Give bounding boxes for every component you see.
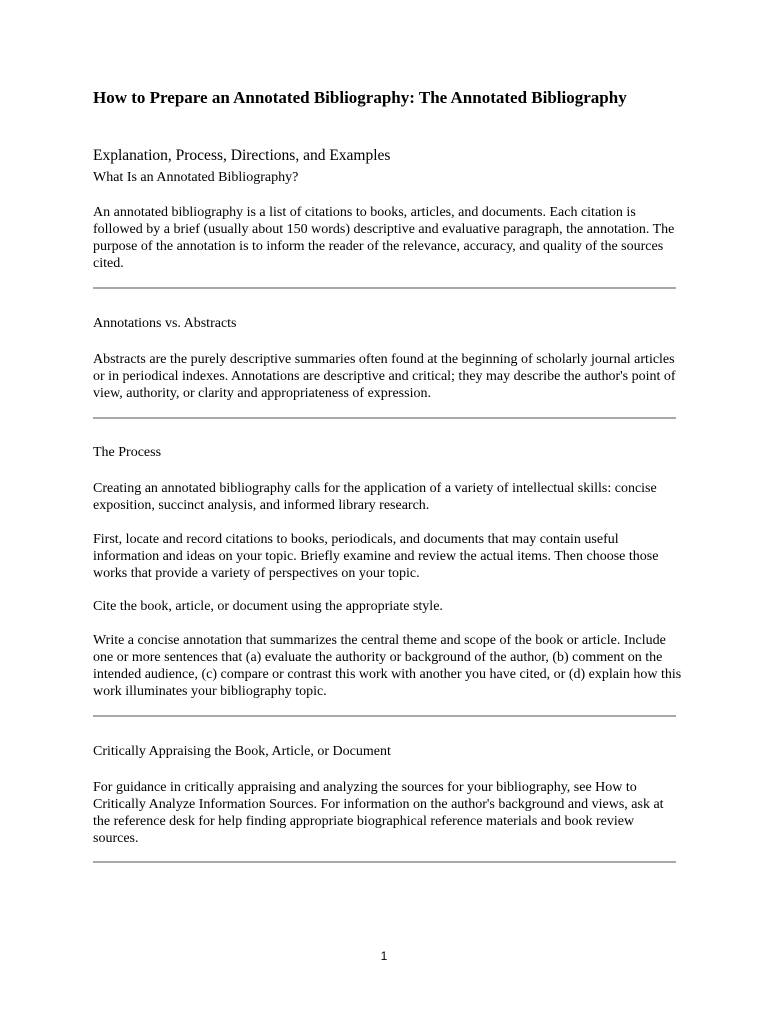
paragraph-process-3: Cite the book, article, or document using the appropriate style.: [93, 599, 443, 614]
paragraph-what-is: An annotated bibliography is a list of citations to books, articles, and documents. Each citation is followed by a brief (usually about 150 words) descriptive and evaluative paragraph, the annotation. The purpose of the annotation is to inform the reader of the relevance, accuracy, and quality of the sources cited.: [93, 205, 675, 271]
paragraph-process-1: Creating an annotated bibliography calls for the application of a variety of intellectual skills: concise exposition, succinct analysis, and informed library research.: [93, 481, 657, 513]
paragraph-process-2: First, locate and record citations to books, periodicals, and documents that may contain useful information and ideas on your topic. Briefly examine and review the actual items. Then choose those works that provide a variety of perspectives on your topic.: [93, 532, 659, 581]
divider: [93, 417, 676, 419]
divider: [93, 715, 676, 717]
section-heading-appraising: Critically Appraising the Book, Article, or Document: [93, 744, 391, 759]
divider: [93, 861, 676, 863]
section-heading-process: The Process: [93, 445, 162, 460]
divider: [93, 287, 676, 289]
paragraph-annotations-vs-abstracts: Abstracts are the purely descriptive summaries often found at the beginning of scholarly journal articles or in periodical indexes. Annotations are descriptive and critical; they may describe the author's point of view, authority, or clarity and appropriateness of expression.: [93, 352, 676, 401]
section-heading-what-is: What Is an Annotated Bibliography?: [93, 170, 299, 185]
document-subtitle: Explanation, Process, Directions, and Examples: [93, 147, 391, 164]
section-heading-annotations-vs-abstracts: Annotations vs. Abstracts: [93, 316, 237, 331]
paragraph-process-4: Write a concise annotation that summarizes the central theme and scope of the book or article. Include one or more sentences that (a) evaluate the authority or background of the author, (b) comment on the intended audience, (c) compare or contrast this work with another you have cited, or (d) explain how this work illuminates your bibliography topic.: [93, 633, 682, 699]
document-title: How to Prepare an Annotated Bibliography: The Annotated Bibliography: [93, 88, 627, 107]
page-number: 1: [380, 949, 388, 963]
paragraph-appraising: For guidance in critically appraising and analyzing the sources for your bibliography, see How to Critically Analyze Information Sources. For information on the author's background and views, ask at the reference desk for help finding appropriate biographical reference materials and book review sources.: [93, 780, 664, 846]
